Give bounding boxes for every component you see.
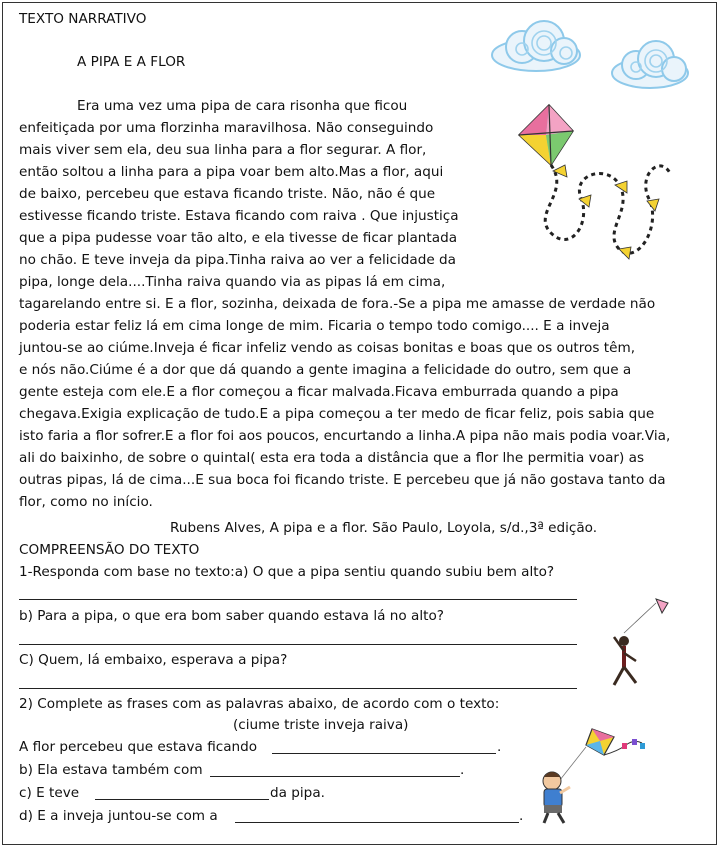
answer-line-1a[interactable] xyxy=(19,599,577,600)
story-line: tagarelando entre si. E a flor, sozinha, deixada de fora.-Se a pipa me amasse de verdade não xyxy=(19,296,656,312)
comprehension-heading: COMPREENSÃO DO TEXTO xyxy=(19,542,200,558)
story-line: Era uma vez uma pipa de cara risonha que ficou xyxy=(77,98,408,114)
story-line: poderia estar feliz lá em cima longe de mim. Ficaria o tempo todo comigo.... E a inveja xyxy=(19,318,610,334)
cloud-icon xyxy=(606,35,694,93)
sentence-c-start: c) E teve xyxy=(19,785,80,801)
worksheet xyxy=(2,2,717,845)
story-line: flor, como no início. xyxy=(19,494,153,510)
fill-blank-b[interactable] xyxy=(210,776,460,777)
story-line: então soltou a linha para a pipa voar bem alto.Mas a flor, aqui xyxy=(19,164,444,180)
citation: Rubens Alves, A pipa e a flor. São Paulo, Loyola, s/d.,3ª edição. xyxy=(170,520,598,536)
story-line: isto faria a flor sofrer.E a flor foi aos poucos, encurtando a linha.A pipa não mais podia voar.Via, xyxy=(19,428,671,444)
question-1b: b) Para a pipa, o que era bom saber quando estava lá no alto? xyxy=(19,608,444,624)
sentence-d-start: d) E a inveja juntou-se com a xyxy=(19,808,218,824)
question-2: 2) Complete as frases com as palavras abaixo, de acordo com o texto: xyxy=(19,696,500,712)
question-1c: C) Quem, lá embaixo, esperava a pipa? xyxy=(19,652,288,668)
story-line: pipa, longe dela....Tinha raiva quando via as pipas lá em cima, xyxy=(19,274,446,290)
story-line: gente esteja com ele.E a flor começou a ficar malvada.Ficava emburrada quando a pipa xyxy=(19,384,619,400)
story-line: enfeitiçada por uma florzinha maravilhosa. Não conseguindo xyxy=(19,120,434,136)
fill-blank-d[interactable] xyxy=(235,822,519,823)
answer-line-1b[interactable] xyxy=(19,644,577,645)
boy-with-kite-illustration xyxy=(530,725,650,825)
kite-runner-illustration xyxy=(600,593,680,693)
sentence-a-start: A flor percebeu que estava ficando xyxy=(19,739,258,755)
kite-illustration xyxy=(511,103,681,263)
sentence-c-end: da pipa. xyxy=(270,785,325,801)
sentence-d-end: . xyxy=(519,808,524,824)
sentence-b-start: b) Ela estava também com xyxy=(19,762,203,778)
story-title: A PIPA E A FLOR xyxy=(77,54,186,70)
story-line: ali do baixinho, de sobre o quintal( esta era toda a distância que a flor lhe permitia voar) as xyxy=(19,450,645,466)
fill-blank-a[interactable] xyxy=(272,753,496,754)
story-line: de baixo, percebeu que estava ficando triste. Não, não é que xyxy=(19,186,436,202)
sentence-b-end: . xyxy=(460,762,465,778)
story-line: chegava.Exigia explicação de tudo.E a pipa começou a ter medo de ficar feliz, pois sabia que xyxy=(19,406,655,422)
story-line: e nós não.Ciúme é a dor que dá quando a gente imagina a felicidade do outro, sem que a xyxy=(19,362,632,378)
word-bank: (ciume triste inveja raiva) xyxy=(233,717,409,733)
section-label: TEXTO NARRATIVO xyxy=(19,11,147,27)
cloud-icon xyxy=(486,17,586,77)
question-1a: 1-Responda com base no texto:a) O que a pipa sentiu quando subiu bem alto? xyxy=(19,564,555,580)
story-line: mais viver sem ela, deu sua linha para a flor segurar. A flor, xyxy=(19,142,427,158)
story-line: que a pipa pudesse voar tão alto, e ela tivesse de ficar plantada xyxy=(19,230,458,246)
story-line: no chão. E teve inveja da pipa.Tinha raiva ao ver a felicidade da xyxy=(19,252,456,268)
story-line: juntou-se ao ciúme.Inveja é ficar infeliz vendo as coisas bonitas e boas que os outros têm, xyxy=(19,340,636,356)
story-line: estivesse ficando triste. Estava ficando com raiva . Que injustiça xyxy=(19,208,459,224)
sentence-a-end: . xyxy=(497,739,502,755)
fill-blank-c[interactable] xyxy=(95,799,269,800)
answer-line-1c[interactable] xyxy=(19,688,577,689)
story-line: outras pipas, lá de cima...E sua boca foi ficando triste. E percebeu que já não gostava tanto da xyxy=(19,472,666,488)
